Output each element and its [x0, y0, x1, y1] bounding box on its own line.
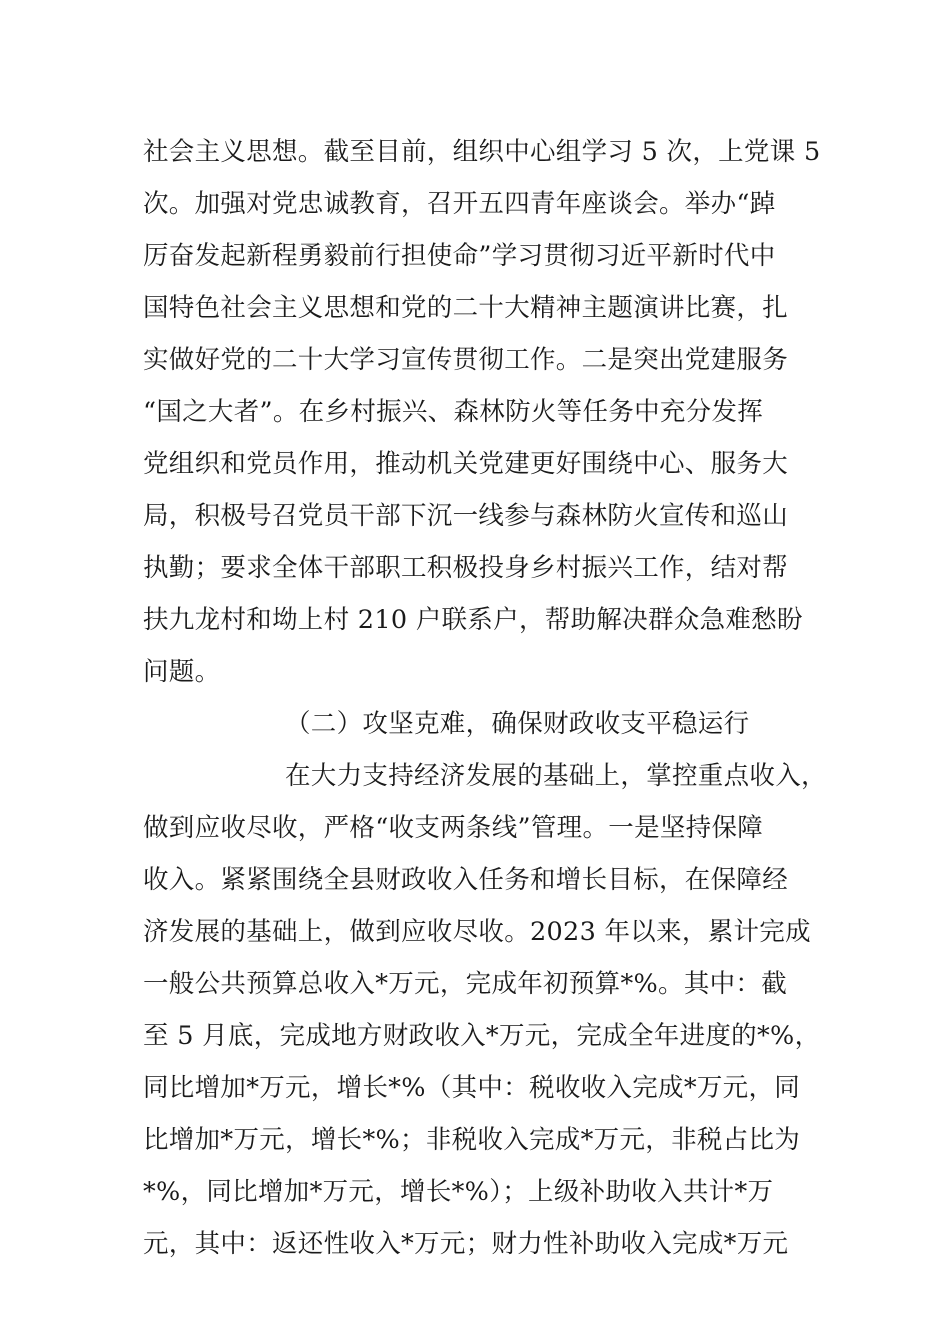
paragraph-line: 局，积极号召党员干部下沉一线参与森林防火宣传和巡山: [143, 501, 789, 531]
paragraph-line: 次。加强对党忠诚教育，召开五四青年座谈会。举办“踔: [143, 189, 776, 219]
paragraph-line: 社会主义思想。截至目前，组织中心组学习 5 次，上党课 5: [143, 137, 821, 167]
paragraph-line: 济发展的基础上，做到应收尽收。2023 年以来，累计完成: [143, 917, 811, 947]
paragraph-line: 党组织和党员作用，推动机关党建更好围绕中心、服务大: [143, 449, 789, 479]
section-heading: （二）攻坚克难，确保财政收支平稳运行: [285, 709, 750, 739]
paragraph-line: 至 5 月底，完成地方财政收入*万元，完成全年进度的*%，: [143, 1021, 821, 1051]
paragraph-line: 在大力支持经济发展的基础上，掌控重点收入，: [285, 761, 827, 791]
paragraph-line: 一般公共预算总收入*万元，完成年初预算*%。其中：截: [143, 969, 788, 999]
paragraph-line: 实做好党的二十大学习宣传贯彻工作。二是突出党建服务: [143, 345, 789, 375]
paragraph-line: 收入。紧紧围绕全县财政收入任务和增长目标，在保障经: [143, 865, 789, 895]
paragraph-line: 执勤；要求全体干部职工积极投身乡村振兴工作，结对帮: [143, 553, 789, 583]
paragraph-line: 厉奋发起新程勇毅前行担使命”学习贯彻习近平新时代中: [143, 241, 776, 271]
paragraph-line: 元，其中：返还性收入*万元；财力性补助收入完成*万元: [143, 1229, 789, 1259]
paragraph-line: 同比增加*万元，增长*%（其中：税收收入完成*万元，同: [143, 1073, 801, 1103]
paragraph-line: 国特色社会主义思想和党的二十大精神主题演讲比赛，扎: [143, 293, 789, 323]
paragraph-line: 扶九龙村和坳上村 210 户联系户，帮助解决群众急难愁盼: [143, 605, 803, 635]
paragraph-line: 做到应收尽收，严格“收支两条线”管理。一是坚持保障: [143, 813, 764, 843]
paragraph-line: *%，同比增加*万元，增长*%）；上级补助收入共计*万: [143, 1177, 774, 1207]
paragraph-line: 比增加*万元，增长*%；非税收入完成*万元，非税占比为: [143, 1125, 801, 1155]
paragraph-line: 问题。: [143, 657, 221, 687]
paragraph-line: “国之大者”。在乡村振兴、森林防火等任务中充分发挥: [143, 397, 764, 427]
